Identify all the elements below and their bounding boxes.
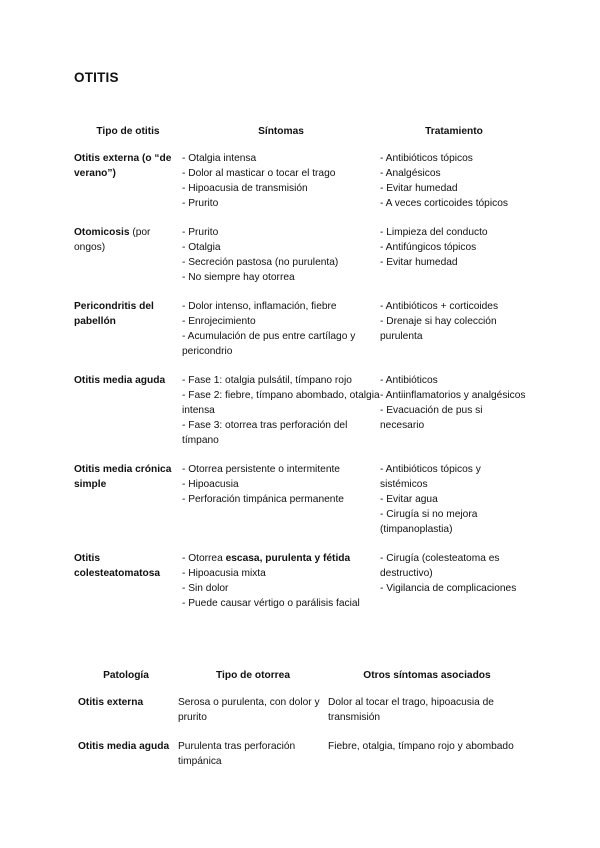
otitis-type-name-bold: Pericondritis del pabellón: [74, 301, 154, 327]
table-row: [74, 151, 528, 225]
header-tipo-otorrea: Tipo de otorrea: [216, 670, 290, 681]
otitis-type-name: [74, 225, 182, 299]
symptom-item: - Dolor intenso, inflamación, fiebre: [182, 301, 337, 312]
symptoms-cell: [182, 462, 380, 551]
treatment-item: - Antibióticos tópicos: [380, 153, 473, 164]
associated-symptoms: Fiebre, otalgia, tímpano rojo y abombado: [328, 741, 514, 752]
table-row: [74, 739, 526, 783]
otitis-type-name-bold: Otitis externa (o “de verano”): [74, 153, 172, 179]
table-row: [74, 695, 526, 739]
otitis-type-name: [74, 151, 182, 225]
table-row: [74, 225, 528, 299]
page-title: OTITIS: [74, 70, 119, 85]
treatment-item: - Limpieza del conducto: [380, 227, 488, 238]
treatment-item: - Drenaje si hay colección purulenta: [380, 316, 497, 342]
symptom-item: - Perforación timpánica permanente: [182, 494, 344, 505]
symptom-item: - Otorrea persistente o intermitente: [182, 464, 340, 475]
treatment-cell: [380, 373, 528, 462]
otorrea-comparison-table: [74, 668, 526, 783]
otitis-type-name-bold: Otitis media aguda: [74, 375, 166, 386]
header-patologia: Patología: [103, 670, 149, 681]
symptom-item: - Puede causar vértigo o parálisis facial: [182, 598, 360, 609]
symptom-item: - No siempre hay otorrea: [182, 272, 295, 283]
header-otros-sintomas: Otros síntomas asociados: [363, 670, 491, 681]
treatment-cell: [380, 225, 528, 299]
table-row: [74, 462, 528, 551]
symptom-item: - Prurito: [182, 198, 219, 209]
treatment-item: - Evitar agua: [380, 494, 438, 505]
symptom-item: - Enrojecimiento: [182, 316, 256, 327]
otitis-type-name: [74, 551, 182, 625]
symptom-emphasis: escasa, purulenta y fétida: [225, 553, 351, 564]
treatment-cell: [380, 551, 528, 625]
symptom-item: - Fase 1: otalgia pulsátil, tímpano rojo: [182, 375, 352, 386]
symptom-item: - Sin dolor: [182, 583, 229, 594]
treatment-item: - Vigilancia de complicaciones: [380, 583, 517, 594]
treatment-item: - Evacuación de pus si necesario: [380, 405, 483, 431]
treatment-cell: [380, 299, 528, 373]
header-tratamiento: Tratamiento: [425, 126, 483, 137]
pathology-name: Otitis media aguda: [78, 741, 170, 752]
symptom-item: - Prurito: [182, 227, 219, 238]
otitis-type-name-note: (por ongos): [74, 227, 151, 253]
otitis-type-name-bold: Otitis colesteatomatosa: [74, 553, 161, 579]
otorrea-type: Serosa o purulenta, con dolor y prurito: [178, 697, 320, 723]
symptom-item: - Secreción pastosa (no purulenta): [182, 257, 339, 268]
symptom-item: - Fase 3: otorrea tras perforación del tímpano: [182, 420, 348, 446]
symptoms-cell: [182, 373, 380, 462]
table-header-row: [74, 124, 528, 151]
otorrea-type: Purulenta tras perforación timpánica: [178, 741, 296, 767]
treatment-item: - Analgésicos: [380, 168, 441, 179]
treatment-item: - Cirugía (colesteatoma es destructivo): [380, 553, 500, 579]
symptom-item: - Acumulación de pus entre cartílago y pericondrio: [182, 331, 356, 357]
treatment-item: - Antibióticos + corticoides: [380, 301, 499, 312]
table-row: [74, 373, 528, 462]
symptom-item: - Dolor al masticar o tocar el trago: [182, 168, 336, 179]
treatment-item: - Evitar humedad: [380, 257, 458, 268]
otitis-type-name: [74, 299, 182, 373]
otitis-type-name-bold: Otomicosis: [74, 227, 130, 238]
treatment-item: - Antiinflamatorios y analgésicos: [380, 390, 526, 401]
pathology-name: Otitis externa: [78, 697, 144, 708]
symptoms-cell: [182, 551, 380, 625]
treatment-item: - Antibióticos: [380, 375, 438, 386]
treatment-item: - Antifúngicos tópicos: [380, 242, 477, 253]
table-header-row: [74, 668, 526, 695]
otitis-type-name: [74, 373, 182, 462]
treatment-item: - Antibióticos tópicos y sistémicos: [380, 464, 481, 490]
treatment-item: - Evitar humedad: [380, 183, 458, 194]
table-row: [74, 551, 528, 625]
treatment-cell: [380, 462, 528, 551]
symptom-item: - Hipoacusia mixta: [182, 568, 266, 579]
associated-symptoms: Dolor al tocar el trago, hipoacusia de transmisión: [328, 697, 494, 723]
treatment-item: - A veces corticoides tópicos: [380, 198, 508, 209]
symptom-item: - Otalgia intensa: [182, 153, 257, 164]
otitis-type-name: [74, 462, 182, 551]
otitis-types-table: [74, 124, 528, 625]
symptom-item: [182, 551, 380, 566]
symptoms-cell: [182, 299, 380, 373]
otitis-type-name-bold: Otitis media crónica simple: [74, 464, 172, 490]
header-tipo: Tipo de otitis: [96, 126, 160, 137]
symptom-item: - Otalgia: [182, 242, 221, 253]
symptom-item: - Fase 2: fiebre, tímpano abombado, otalgia intensa: [182, 390, 380, 416]
treatment-item: - Cirugía si no mejora (timpanoplastia): [380, 509, 478, 535]
symptom-item: - Hipoacusia: [182, 479, 239, 490]
symptom-item: - Hipoacusia de transmisión: [182, 183, 308, 194]
symptoms-cell: [182, 151, 380, 225]
treatment-cell: [380, 151, 528, 225]
symptoms-cell: [182, 225, 380, 299]
header-sintomas: Síntomas: [258, 126, 304, 137]
symptom-prefix: - Otorrea: [182, 553, 226, 564]
table-row: [74, 299, 528, 373]
